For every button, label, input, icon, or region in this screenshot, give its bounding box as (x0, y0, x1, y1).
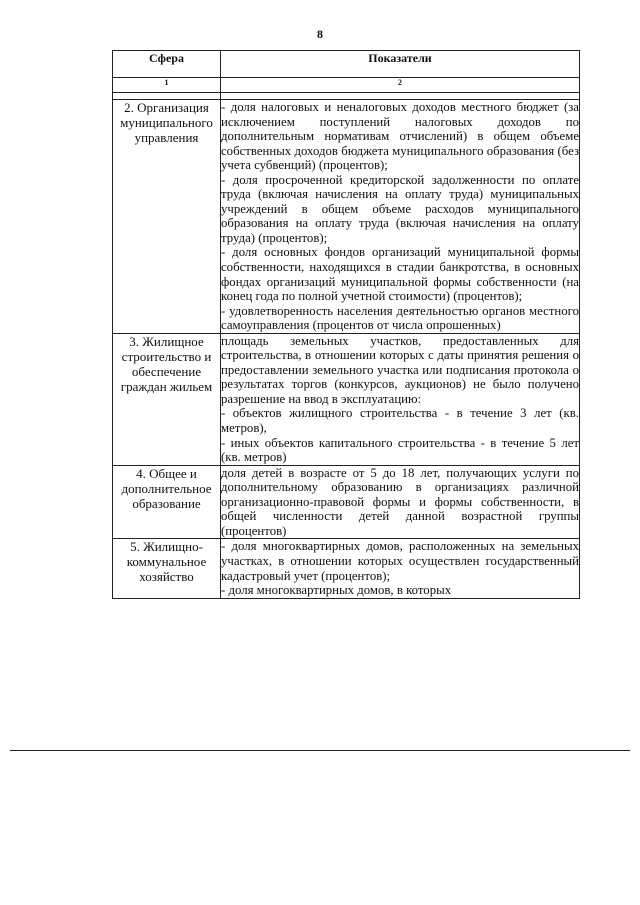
area-cell: 5. Жилищно-коммунальное хозяйство (113, 539, 221, 598)
indicators-cell (221, 100, 580, 334)
indicators-cell (221, 465, 580, 539)
spacer-cell (221, 93, 580, 100)
table-row (113, 100, 580, 334)
area-cell: 2. Организация муниципального управления (113, 100, 221, 334)
indicator-item: - иных объектов капитального строительства - в течение 5 лет (кв. метров) (221, 435, 579, 465)
area-cell: 4. Общее и дополнительное образование (113, 465, 221, 539)
table-row (113, 465, 580, 539)
column-number-1: 1 (113, 78, 221, 93)
indicator-item: - доля многоквартирных домов, расположенных на земельных участках, в отношении которых осуществлен государственный кадастровый учет (процентов); (221, 539, 579, 583)
indicator-item: - доля просроченной кредиторской задолженности по оплате труда (включая начисления на оплату труда) муниципальных учреждений в общем объеме расходов муниципального образования на оплату труда (включая начисления на оплату труда) (процентов); (221, 172, 579, 245)
page-number: 8 (317, 27, 323, 41)
header-area: Сфера (113, 51, 221, 78)
column-number-2: 2 (221, 78, 580, 93)
indicator-item: - доля многоквартирных домов, в которых (221, 583, 452, 598)
indicators-cell (221, 539, 580, 598)
header-row (113, 51, 580, 78)
indicator-item: площадь земельных участков, предоставленных для строительства, в отношении которых с даты принятия решения о предоставлении земельного участка или подписания протокола о результатах торгов (конкурсов, аукционов) не было получено разрешение на ввод в эксплуатацию: (221, 333, 579, 406)
column-number-row (113, 78, 580, 93)
header-indicators: Показатели (221, 51, 580, 78)
table-row (113, 333, 580, 465)
indicator-item: - удовлетворенность населения деятельностью органов местного самоуправления (процентов от числа опрошенных) (221, 303, 579, 333)
indicator-item: доля детей в возрасте от 5 до 18 лет, получающих услуги по дополнительному образованию в организациях различной организационно-правовой формы и формы собственности, в общей численности детей данной возрастной группы (процентов) (221, 465, 579, 538)
indicator-item: - объектов жилищного строительства - в течение 3 лет (кв. метров), (221, 406, 579, 436)
indicator-item: - доля налоговых и неналоговых доходов местного бюджет (за исключением поступлений налоговых доходов по дополнительным нормативам отчислений) в общем объеме собственных доходов бюджета муниципального образования (без учета субвенций) (процентов); (221, 100, 579, 173)
area-cell: 3. Жилищное строительство и обеспечение граждан жильем (113, 333, 221, 465)
spacer-cell (113, 93, 221, 100)
indicator-item: - доля основных фондов организаций муниципальной формы собственности, находящихся в стадии банкротства, в основных фондах организаций муниципальной формы собственности (на конец года по полной учетной стоимости) (процентов); (221, 245, 579, 304)
indicators-table (112, 50, 580, 599)
spacer-row (113, 93, 580, 100)
table-row (113, 539, 580, 598)
indicators-cell (221, 333, 580, 465)
page-bottom-divider (10, 750, 630, 751)
